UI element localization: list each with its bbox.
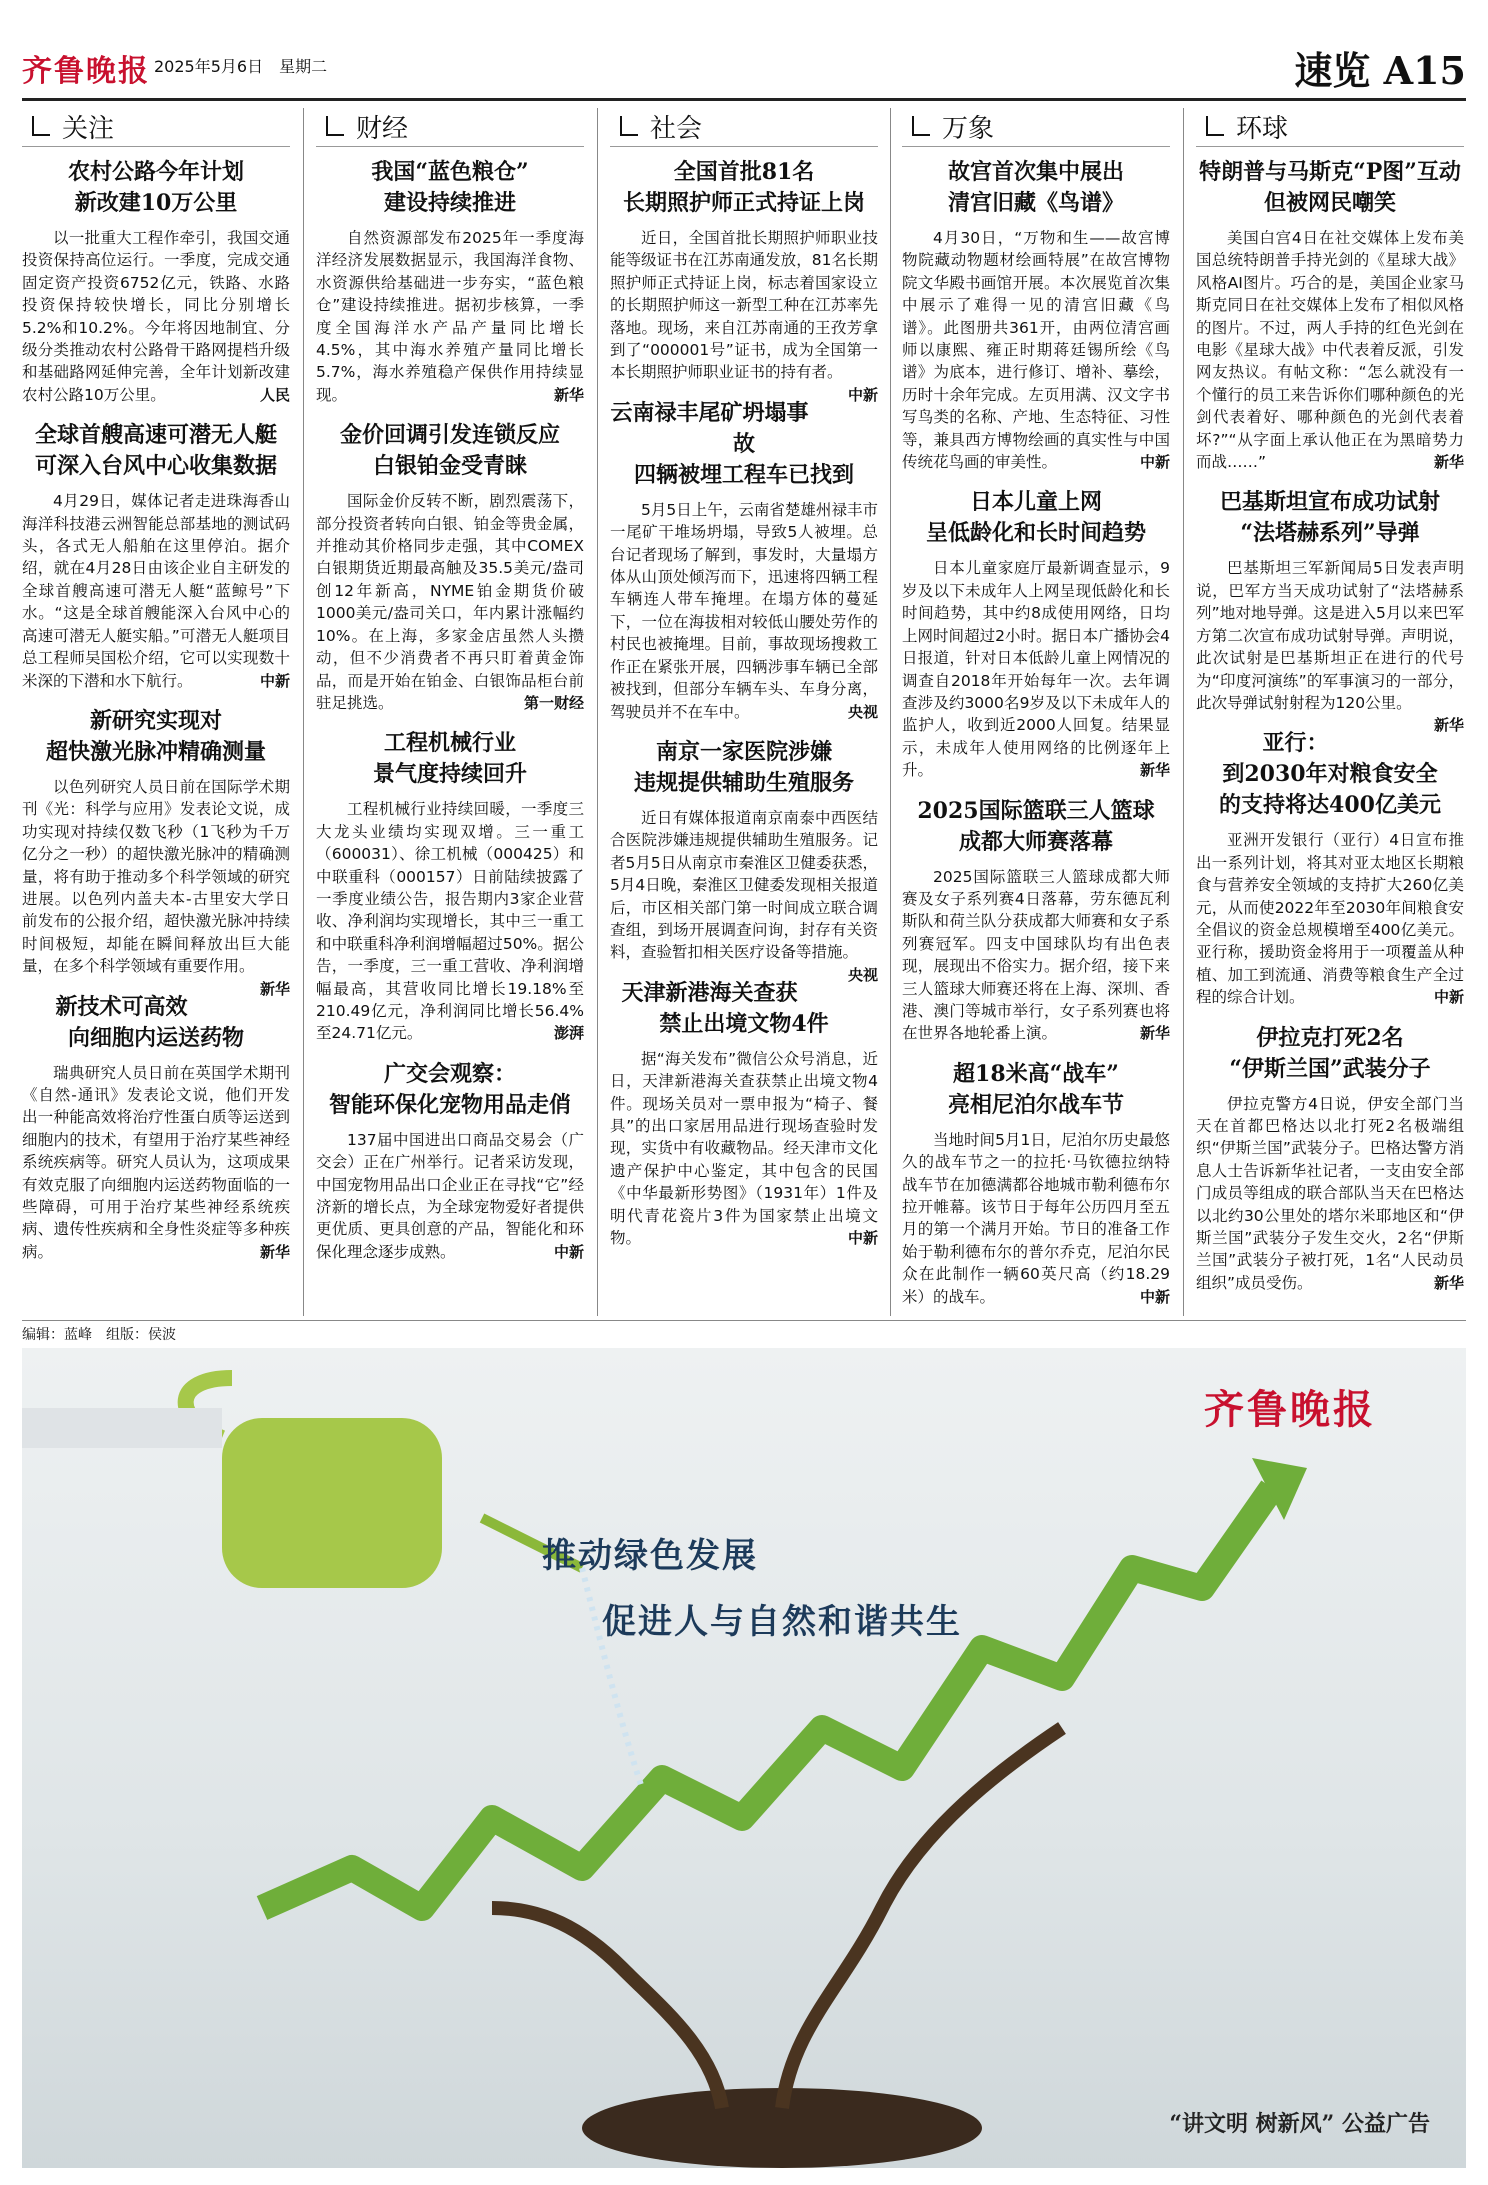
corner-arrow-icon [28, 114, 52, 138]
article-headline: 云南禄丰尾矿坍塌事故 四辆被埋工程车已找到 [610, 399, 854, 488]
article-body [316, 798, 584, 1044]
article-body [316, 1129, 584, 1263]
news-article [22, 157, 290, 406]
article-headline: 日本儿童上网 呈低龄化和长时间趋势 [925, 489, 1146, 547]
article-headline: 农村公路今年计划 新改建10万公里 [67, 159, 244, 216]
article-source: 新华 [1433, 1273, 1464, 1292]
news-article [1196, 728, 1464, 1008]
ad-slogan-line2: 促进人与自然和谐共生 [602, 1602, 962, 1642]
corner-arrow-icon [908, 114, 932, 138]
public-service-ad [22, 1348, 1466, 2168]
masthead-rule [22, 98, 1466, 101]
article-headline: 全国首批81名 长期照护师正式持证上岗 [622, 159, 865, 216]
article-headline: 天津新港海关查获 禁止出境文物4件 [621, 979, 829, 1037]
article-source: 中新 [1139, 1287, 1170, 1306]
article-body [610, 1048, 878, 1250]
ad-caption: “讲文明 树新风” 公益广告 [1169, 2111, 1430, 2137]
article-text: 国际金价反转不断，剧烈震荡下，部分投资者转向白银、铂金等贵金属，并推动其价格同步走强，其中COMEX白银期货近期最高触及35.5美元/盎司创12年新高，NYME铂金期货价破1000美元/盎司关口，年内累计涨幅约10%。在上海，多家金店虽然人头攒动，但不少消费者不再只盯着黄金饰品，而是开始在铂金、白银饰品柜台前驻足挑选。 [316, 492, 584, 712]
footer-rule [22, 1320, 1466, 1321]
column-divider [890, 108, 891, 1316]
article-headline: 故宫首次集中展出 清宫旧藏《鸟谱》 [947, 159, 1124, 216]
article-text: 伊拉克警方4日说，伊安全部门当天在首都巴格达以北打死2名极端组织“伊斯兰国”武装分子。巴格达警方消息人士告诉新华社记者，一支由安全部门成员等组成的联合部队当天在巴格达以北约30公里处的塔尔米耶地区和“伊斯兰国”武装分子发生交火，2名“伊斯兰国”武装分子被打死，1名“人民动员组织”成员受伤。 [1196, 1094, 1464, 1292]
article-headline: 工程机械行业 景气度持续回升 [372, 730, 527, 788]
news-article [22, 992, 290, 1264]
news-article [902, 157, 1170, 473]
article-headline: 超18米高“战车” 亮相尼泊尔战车节 [947, 1060, 1124, 1118]
article-body [1196, 1093, 1464, 1295]
news-article [610, 157, 878, 404]
article-text: 巴基斯坦三军新闻局5日发表声明说，巴军方当天成功试射了“法塔赫系列”地对地导弹。这是进入5月以来巴军方第二次宣布成功试射导弹。声明说，此次试射是巴基斯坦正在进行的代号为“印度河演练”的军事演习的一部分，此次导弹试射射程为120公里。 [1196, 559, 1464, 712]
news-article [902, 1059, 1170, 1308]
column-header [316, 106, 584, 147]
article-body [22, 776, 290, 998]
article-body [902, 557, 1170, 781]
article-headline: 巴基斯坦宣布成功试射 “法塔赫系列”导弹 [1219, 489, 1440, 547]
issue-date: 2025年5月6日 星期二 [154, 57, 328, 76]
article-source: 新华 [259, 1242, 290, 1261]
news-column [902, 106, 1170, 1316]
article-source: 新华 [259, 979, 290, 998]
news-article [316, 728, 584, 1044]
news-article [316, 420, 584, 714]
article-text: 亚洲开发银行（亚行）4日宣布推出一系列计划，将其对亚太地区长期粮食与营养安全领域的支持扩大260亿美元，从而使2022年至2030年间粮食安全倡议的资金总规模增至400亿美元。亚行称，援助资金将用于一项覆盖从种植、加工到流通、消费等粮食生产全过程的综合计划。 [1196, 831, 1464, 1007]
article-headline: 南京一家医院涉嫌 违规提供辅助生殖服务 [633, 738, 854, 796]
corner-arrow-icon [1202, 114, 1226, 138]
news-article [610, 737, 878, 984]
article-headline: 全球首艘高速可潜无人艇 可深入台风中心收集数据 [34, 422, 277, 480]
column-divider [303, 108, 304, 1316]
hand-sleeve [22, 1408, 222, 1448]
column-header-label: 万象 [942, 113, 995, 144]
news-column [22, 106, 290, 1316]
article-text: 工程机械行业持续回暖，一季度三大龙头业绩均实现双增。三一重工（600031）、徐工机械（000425）和中联重科（000157）日前陆续披露了一季度业绩公告，报告期内3家企业营收、净利润均实现增长，其中三一重工和中联重科净利润增幅超过50%。据公告，一季度，三一重工营收、净利润增幅最高，其营收同比增长19.18%至210.49亿元，净利润同比增长56.4%至24.71亿元。 [316, 800, 584, 1043]
article-source: 人民 [259, 385, 290, 404]
article-source: 中新 [1139, 453, 1170, 472]
article-source: 新华 [1139, 761, 1170, 780]
article-body [1196, 829, 1464, 1008]
news-article [1196, 487, 1464, 735]
article-body [316, 227, 584, 406]
article-headline: 新研究实现对 超快激光脉冲精确测量 [45, 707, 266, 765]
news-article [902, 487, 1170, 781]
article-headline: 亚行： 到2030年对粮食安全 的支持将达400亿美元 [1219, 730, 1441, 819]
page-section-title: 速览 A15 [1294, 48, 1466, 93]
article-text: 4月30日，“万物和生——故宫博物院藏动物题材绘画特展”在故宫博物院文华殿书画馆开展。本次展览首次集中展示了难得一见的清宫旧藏《鸟谱》。此图册共361开，由两位清宫画师以康熙、雍正时期蒋廷锡所绘《鸟谱》为底本，进行修订、增补、摹绘，历时十余年完成。左页用满、汉文字书写鸟类的名称、产地、生态特征、习性等，兼具西方博物绘画的真实性与中国传统花鸟画的审美性。 [902, 229, 1170, 472]
tree-trunk [492, 1908, 722, 2108]
article-source: 央视 [847, 965, 878, 984]
article-source: 新华 [553, 385, 584, 404]
article-source: 新华 [1433, 453, 1464, 472]
column-header-label: 关注 [62, 113, 115, 144]
newspaper-logo: 齐鲁晚报 [22, 54, 150, 89]
article-headline: 金价回调引发连锁反应 白银铂金受青睐 [339, 422, 560, 480]
article-body [610, 499, 878, 723]
article-source: 第一财经 [523, 693, 584, 712]
column-divider [597, 108, 598, 1316]
article-text: 近日有媒体报道南京南泰中西医结合医院涉嫌违规提供辅助生殖服务。记者5月5日从南京市秦淮区卫健委获悉，5月4日晚，秦淮区卫健委发现相关报道后，市区相关部门第一时间成立联合调查组，到场开展调查问询，封存有关资料，查验暂扣相关医疗设备等措施。 [610, 808, 878, 962]
column-divider [1183, 108, 1184, 1316]
article-text: 4月29日，媒体记者走进珠海香山海洋科技港云洲智能总部基地的测试码头，各式无人船舶在这里停泊。据介绍，就在4月28日由该企业自主研发的全球首艘高速可潜无人艇“蓝鲸号”下水。“这是全球首艘能深入台风中心的高速可潜无人艇实船。”可潜无人艇项目总工程师吴国松介绍，它可以实现数十米深的下潜和水下航行。 [22, 492, 290, 690]
article-source: 中新 [847, 385, 878, 404]
article-text: 当地时间5月1日，尼泊尔历史最悠久的战车节之一的拉托·马钦德拉纳特战车节在加德满都谷地城市勒利德布尔拉开帷幕。该节日于每年公历四月至五月的第一个满月开始。节日的准备工作始于勒利德布尔的普尔乔克，尼泊尔民众在此制作一辆60英尺高（约18.29米）的战车。 [902, 1130, 1170, 1306]
article-body [902, 227, 1170, 473]
news-article [610, 398, 878, 723]
column-header [610, 106, 878, 147]
article-text: 美国白宫4日在社交媒体上发布美国总统特朗普手持光剑的《星球大战》风格AI图片。巧合的是，美国企业家马斯克同日在社交媒体上发布了相似风格的图片。不过，两人手持的红色光剑在电影《星球大战》中代表着反派，引发网友热议。有帖文称：“怎么就没有一个懂行的员工来告诉你们哪种颜色的光剑代表着好、哪种颜色的光剑代表着坏?”“从字面上承认他正在为黑暗势力而战……” [1196, 229, 1464, 472]
watering-can-body [222, 1418, 442, 1588]
news-article [316, 1059, 584, 1263]
article-source: 中新 [553, 1242, 584, 1261]
news-column [1196, 106, 1464, 1316]
article-body [22, 227, 290, 406]
news-article [22, 706, 290, 998]
news-column [610, 106, 878, 1316]
article-body [610, 227, 878, 404]
ad-logo: 齐鲁晚报 [1204, 1386, 1376, 1433]
news-article [902, 796, 1170, 1045]
article-body [902, 866, 1170, 1045]
article-text: 近日，全国首批长期照护师职业技能等级证书在江苏南通发放，81名长期照护师正式持证上岗，标志着国家设立的长期照护师这一新型工种在江苏率先落地。现场，来自江苏南通的王孜芳拿到了“000001号”证书，成为全国第一本长期照护师职业证书的持有者。 [610, 229, 878, 382]
ad-slogan-line1: 推动绿色发展 [542, 1536, 758, 1576]
corner-arrow-icon [616, 114, 640, 138]
news-article [610, 978, 878, 1250]
article-source: 央视 [847, 702, 878, 721]
column-header-label: 财经 [356, 113, 409, 144]
editor-credits: 编辑：蓝峰 组版：侯波 [22, 1327, 176, 1343]
masthead [22, 40, 1466, 96]
article-body [610, 807, 878, 984]
article-body [902, 1129, 1170, 1308]
article-headline: 伊拉克打死2名 “伊斯兰国”武装分子 [1229, 1024, 1431, 1082]
news-article [22, 420, 290, 692]
article-text: 日本儿童家庭厅最新调查显示，9岁及以下未成年人上网呈现低龄化和长时间趋势，其中约8成使用网络，日均上网时间超过2小时。据日本广播协会4日报道，针对日本低龄儿童上网情况的调查自2018年开始每年一次。去年调查涉及约3000名9岁及以下未成年人的监护人，收到近2000人回复。结果显示，未成年人使用网络的比例逐年上升。 [902, 559, 1170, 780]
column-header [1196, 106, 1464, 147]
article-headline: 我国“蓝色粮仓” 建设持续推进 [371, 159, 529, 216]
article-source: 澎湃 [553, 1024, 584, 1043]
article-source: 新华 [1139, 1024, 1170, 1043]
article-text: 以一批重大工程作牵引，我国交通投资保持高位运行。一季度，完成交通固定资产投资6752亿元，铁路、水路投资保持较快增长，同比分别增长5.2%和10.2%。今年将因地制宜、分级分类推动农村公路骨干路网提档升级和基础路网延伸完善，全年计划新改建农村公路10万公里。 [22, 229, 290, 404]
column-header [902, 106, 1170, 147]
tree-trunk-right [782, 1728, 1062, 2108]
column-header [22, 106, 290, 147]
article-text: 以色列研究人员日前在国际学术期刊《光：科学与应用》发表论文说，成功实现对持续仅数飞秒（1飞秒为千万亿分之一秒）的超快激光脉冲的精确测量，将有助于推动多个科学领域的研究进展。以色列内盖夫本-古里安大学日前发布的公报介绍，超快激光脉冲持续时间极短，却能在瞬间释放出巨大能量，在多个科学领域有重要作用。 [22, 777, 290, 976]
article-source: 中新 [1433, 988, 1464, 1007]
article-text: 5月5日上午，云南省楚雄州禄丰市一尾矿干堆场坍塌，导致5人被埋。总台记者现场了解到，事发时，大量塌方体从山顶处倾泻而下，迅速将四辆工程车辆连人带车掩埋。在塌方体的蔓延下，一位在海拔相对较低山腰处劳作的村民也被掩埋。目前，事故现场搜救工作正在紧张开展，四辆涉事车辆已全部被找到，但部分车辆车头、车身分离，驾驶员并不在车中。 [610, 500, 878, 721]
news-article [1196, 157, 1464, 473]
article-source: 新华 [1433, 716, 1464, 735]
article-source: 中新 [847, 1229, 878, 1247]
column-header-label: 环球 [1236, 113, 1289, 144]
article-headline: 特朗普与马斯克“P图”互动 但被网民嘲笑 [1199, 159, 1461, 216]
column-header-label: 社会 [650, 113, 703, 144]
ad-illustration [22, 1348, 1466, 2168]
article-headline: 广交会观察： 智能环保化宠物用品走俏 [328, 1060, 571, 1118]
corner-arrow-icon [322, 114, 346, 138]
news-column [316, 106, 584, 1316]
article-body [22, 1062, 290, 1264]
article-body [1196, 557, 1464, 735]
article-text: 137届中国进出口商品交易会（广交会）正在广州举行。记者采访发现，中国宠物用品出口企业正在寻找“它”经济新的增长点，为全球宠物爱好者提供更优质、更具创意的产品，智能化和环保化理念逐步成熟。 [316, 1130, 584, 1261]
article-text: 据“海关发布”微信公众号消息，近日，天津新港海关查获禁止出境文物4件。现场关员对一票申报为“椅子、餐具”的出口家居用品进行现场查验时发现，实货中有收藏物品。经天津市文化遗产保护中心鉴定，其中包含的民国《中华最新形势图》（1931年）1件及明代青花瓷片3件为国家禁止出境文物。 [610, 1049, 878, 1247]
article-text: 瑞典研究人员日前在英国学术期刊《自然-通讯》发表论文说，他们开发出一种能高效将治疗性蛋白质等运送到细胞内的技术，有望用于治疗某些神经系统疾病等。研究人员认为，这项成果有效克服了向细胞内运送药物面临的一些障碍，可用于治疗某些神经系统疾病、遗传性疾病和全身性炎症等多种疾病。 [22, 1063, 290, 1261]
article-text: 2025国际篮联三人篮球成都大师赛及女子系列赛4日落幕，劳东德瓦利斯队和荷兰队分获成都大师赛和女子系列赛冠军。四支中国球队均有出色表现，展现出不俗实力。据介绍，接下来三人篮球大师赛还将在上海、深圳、香港、澳门等城市举行，女子系列赛也将在世界各地轮番上演。 [902, 867, 1170, 1043]
news-article [1196, 1023, 1464, 1295]
article-headline: 2025国际篮联三人篮球 成都大师赛落幕 [917, 797, 1155, 855]
article-body [316, 490, 584, 714]
article-headline: 新技术可高效 向细胞内运送药物 [55, 993, 244, 1051]
news-article [316, 157, 584, 406]
article-body [22, 490, 290, 692]
article-body [1196, 227, 1464, 473]
article-source: 中新 [259, 671, 290, 690]
article-text: 自然资源部发布2025年一季度海洋经济发展数据显示，我国海洋食物、水资源供给基础进一步夯实，“蓝色粮仓”建设持续推进。据初步核算，一季度全国海洋水产品产量同比增长4.5%，其中海水养殖产量同比增长5.7%，海水养殖稳产保供作用持续显现。 [316, 229, 584, 404]
